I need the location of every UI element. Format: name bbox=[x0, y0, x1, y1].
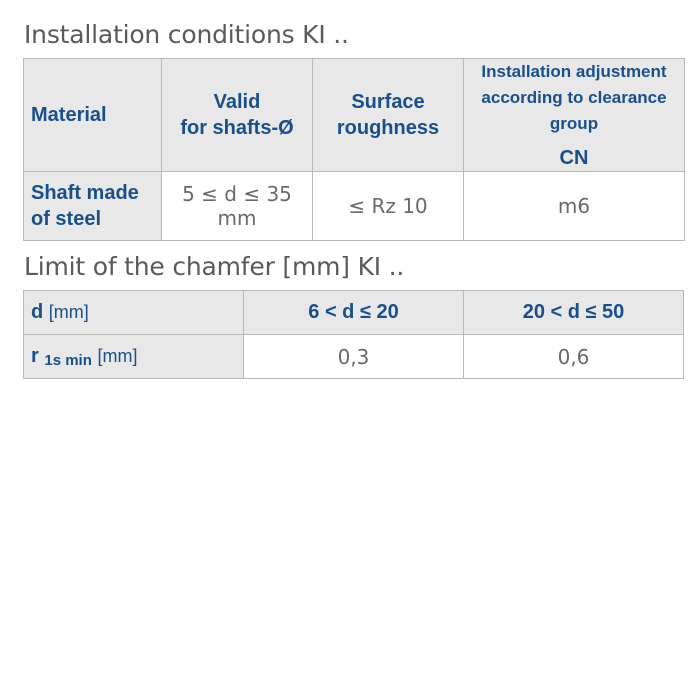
header-material-label: Material bbox=[31, 104, 107, 126]
row-r-subscript: 1s min bbox=[44, 351, 92, 369]
cell-chamfer-value-2: 0,6 bbox=[464, 335, 684, 379]
cell-installation-adjustment: m6 bbox=[464, 172, 685, 241]
row-r-label: r bbox=[31, 344, 39, 367]
header-clearance-cn: CN bbox=[559, 147, 589, 169]
row-r-unit: [mm] bbox=[97, 345, 138, 366]
table-header-row bbox=[24, 59, 685, 172]
header-installation-adjustment bbox=[464, 59, 685, 172]
header-surface-line1: Surface bbox=[351, 91, 425, 113]
chamfer-limit-title: Limit of the chamfer [mm] KI .. bbox=[24, 252, 405, 281]
installation-conditions-title: Installation conditions KI .. bbox=[24, 20, 349, 49]
header-adjustment-line2: according to clearance group bbox=[481, 88, 667, 133]
table-row bbox=[24, 172, 685, 241]
header-range-6-20: 6 < d ≤ 20 bbox=[244, 291, 464, 335]
cell-valid-range: 5 ≤ d ≤ 35 mm bbox=[162, 172, 313, 241]
cell-chamfer-value-1: 0,3 bbox=[244, 335, 464, 379]
chamfer-limit-table bbox=[23, 290, 684, 379]
row-material-line2: of steel bbox=[31, 208, 102, 230]
header-valid-line2: for shafts-Ø bbox=[180, 117, 294, 139]
cell-surface-roughness: ≤ Rz 10 bbox=[313, 172, 464, 241]
header-valid-shafts bbox=[162, 59, 313, 172]
header-surface-line2: roughness bbox=[336, 117, 440, 139]
row-material bbox=[24, 172, 162, 241]
installation-conditions-table bbox=[23, 58, 685, 241]
header-material bbox=[24, 59, 162, 172]
header-valid-line1: Valid bbox=[213, 91, 261, 113]
header-surface-roughness bbox=[313, 59, 464, 172]
table-header-row bbox=[24, 291, 684, 335]
header-adjustment-line1: Installation adjustment bbox=[481, 62, 667, 81]
row-material-line1: Shaft made bbox=[31, 182, 139, 204]
table-row bbox=[24, 335, 684, 379]
header-range-20-50: 20 < d ≤ 50 bbox=[464, 291, 684, 335]
row-r1s-min bbox=[24, 335, 244, 379]
header-d-unit: [mm] bbox=[48, 302, 89, 322]
header-d-mm bbox=[24, 291, 244, 335]
header-d-label: d bbox=[31, 301, 44, 323]
